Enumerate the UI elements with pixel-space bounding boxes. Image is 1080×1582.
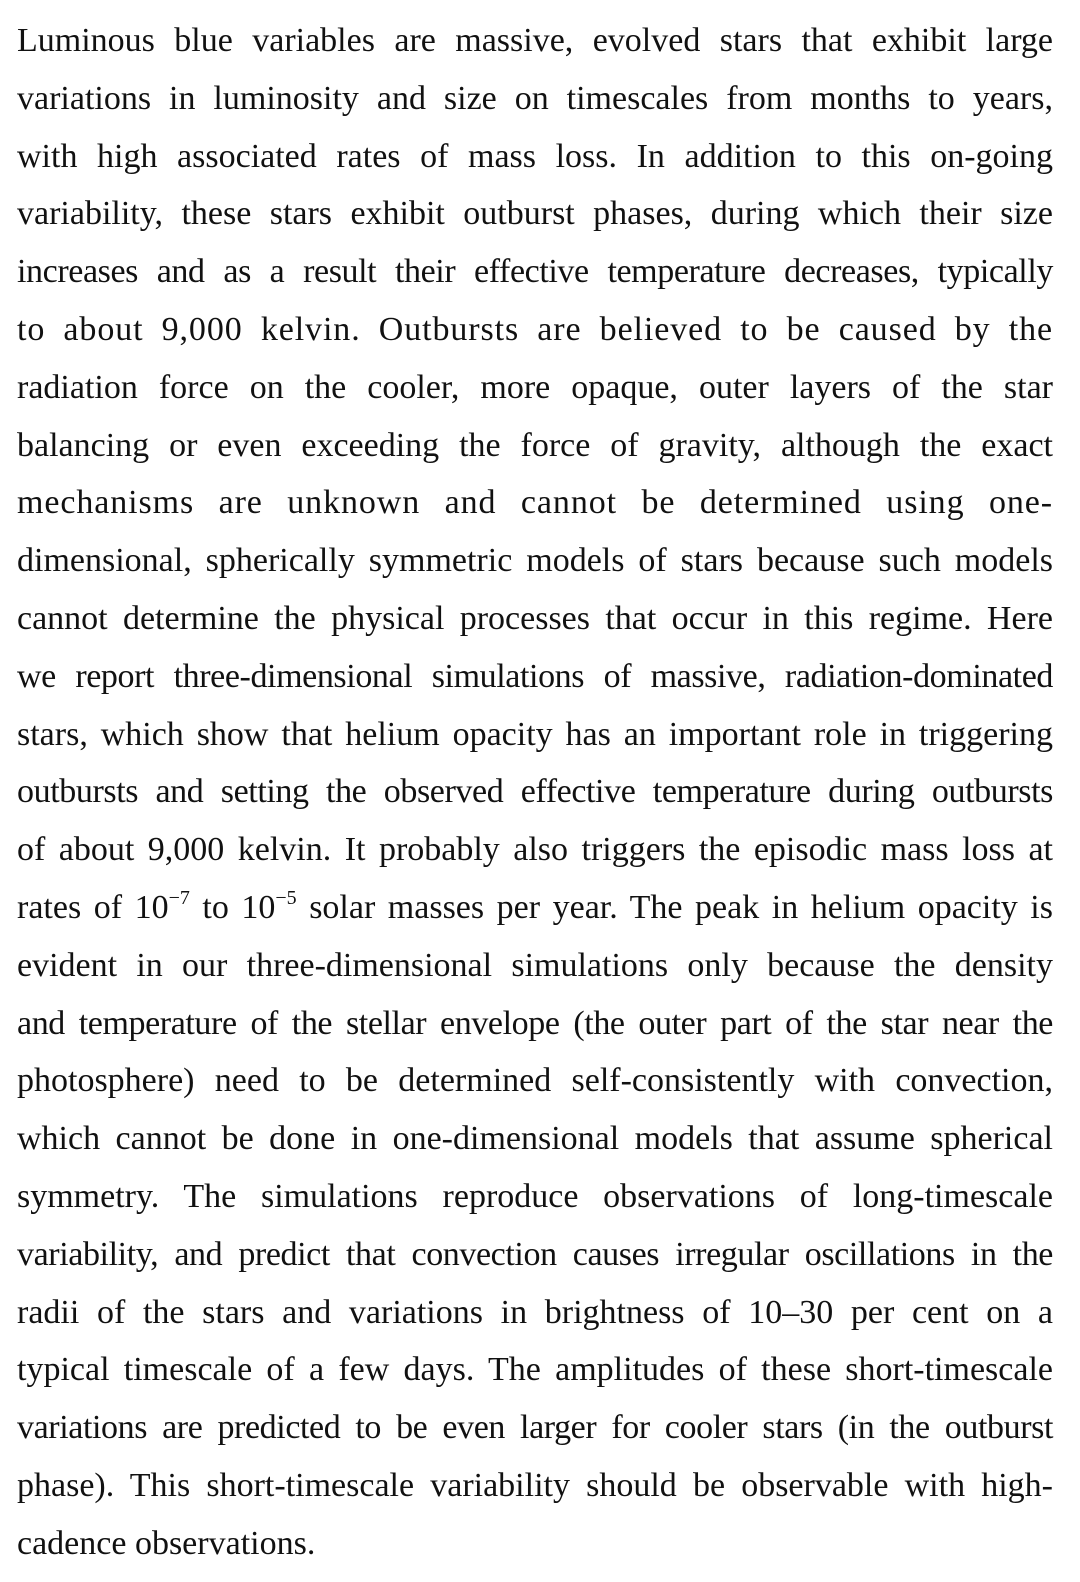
text-line: with high associated rates of mass loss. In addition to this on-going	[17, 137, 1053, 175]
text-line: stars, which show that helium opacity has an important role in triggering	[17, 715, 1053, 753]
text-line: dimensional, spherically symmetric models of stars because such models	[17, 542, 1053, 580]
text-line: cadence observations.	[17, 1524, 316, 1562]
text-line-with-exponents	[17, 879, 1053, 937]
text-line: evident in our three-dimensional simulations only because the density	[17, 946, 1053, 984]
text-line: variability, these stars exhibit outburst phases, during which their size	[17, 195, 1053, 233]
text-line: and temperature of the stellar envelope (the outer part of the star near the	[17, 1004, 1053, 1042]
text-line: outbursts and setting the observed effective temperature during outbursts	[17, 773, 1053, 811]
exponent: −5	[275, 886, 297, 909]
text-line: variations in luminosity and size on timescales from months to years,	[17, 79, 1053, 117]
text-fragment: rates of 10	[17, 888, 169, 926]
text-line: balancing or even exceeding the force of gravity, although the exact	[17, 426, 1053, 464]
text-line: cannot determine the physical processes that occur in this regime. Here	[17, 599, 1053, 637]
exponent: −7	[168, 886, 190, 909]
text-line: variability, and predict that convection causes irregular oscillations in the	[17, 1235, 1053, 1273]
abstract-paragraph	[17, 12, 1053, 1573]
text-line: to about 9,000 kelvin. Outbursts are believed to be caused by the	[17, 310, 1053, 348]
text-line: photosphere) need to be determined self-consistently with convection,	[17, 1062, 1053, 1100]
text-fragment: to 10	[189, 888, 276, 926]
text-line: Luminous blue variables are massive, evolved stars that exhibit large	[17, 22, 1053, 59]
text-fragment: solar masses per year. The peak in helium opacity is	[296, 888, 1053, 926]
text-line: which cannot be done in one-dimensional models that assume spherical	[17, 1120, 1053, 1158]
text-line: mechanisms are unknown and cannot be determined using one-	[17, 484, 1053, 522]
text-line: phase). This short-timescale variability should be observable with high-	[17, 1466, 1053, 1504]
text-line: variations are predicted to be even larger for cooler stars (in the outburst	[17, 1409, 1053, 1447]
text-line: increases and as a result their effective temperature decreases, typically	[17, 253, 1053, 291]
text-line: symmetry. The simulations reproduce observations of long-timescale	[17, 1177, 1053, 1215]
text-line: radiation force on the cooler, more opaque, outer layers of the star	[17, 368, 1053, 406]
text-line: radii of the stars and variations in brightness of 10–30 per cent on a	[17, 1293, 1053, 1331]
text-line: we report three-dimensional simulations of massive, radiation-dominated	[17, 657, 1053, 695]
text-line: of about 9,000 kelvin. It probably also triggers the episodic mass loss at	[17, 831, 1053, 869]
text-line: typical timescale of a few days. The amplitudes of these short-timescale	[17, 1351, 1053, 1389]
